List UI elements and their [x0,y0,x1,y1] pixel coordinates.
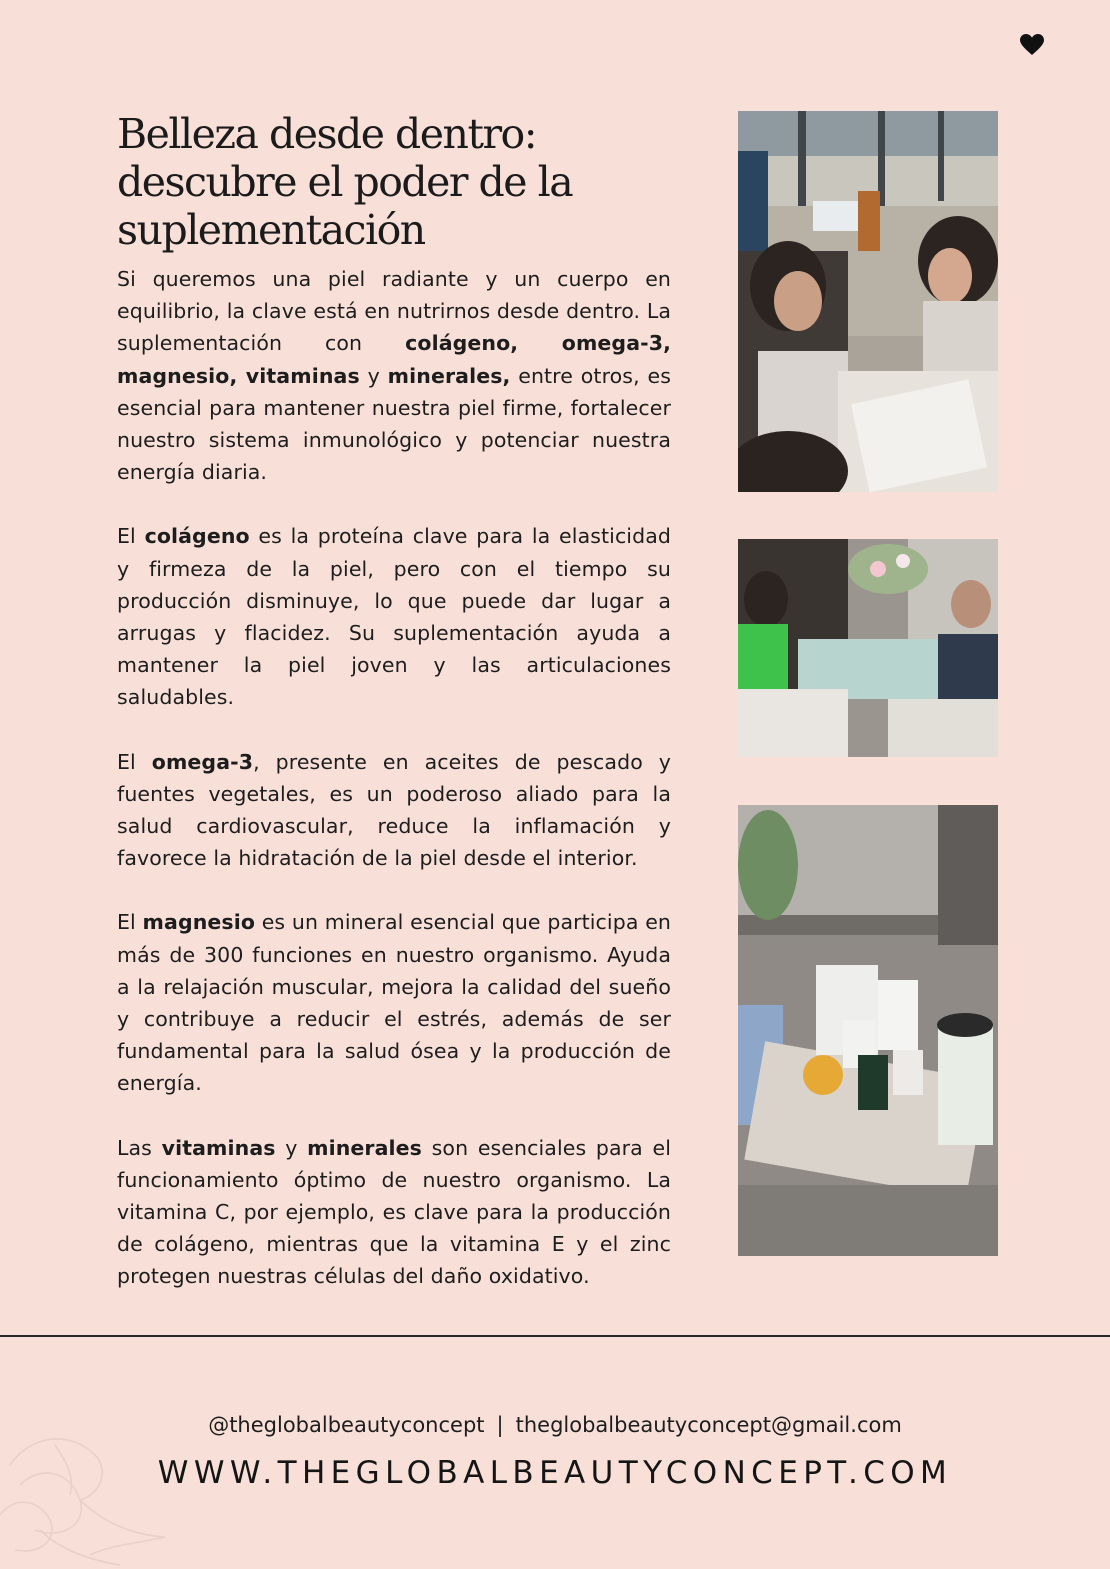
text-run: es un mineral esencial que participa en más de 300 funciones en nuestro organismo. Ayuda a la relajación muscular, mejora la calidad del sueño y contribuye a reducir el estrés, además de ser fundamental para la salud ósea y la producción de energía. [117,910,671,1096]
text-run: Las [117,1135,162,1160]
peony-outline-icon [0,1425,175,1569]
text-run: y [359,363,388,388]
text-run: entre otros, es esencial para mantener nuestra piel firme, fortalecer nuestro sistema inmunológico y potenciar nuestra energía diaria. [117,363,672,485]
text-run: El [117,524,145,549]
instagram-handle[interactable]: @theglobalbeautyconcept [208,1413,485,1437]
website-link[interactable]: WWW.THEGLOBALBEAUTYCONCEPT.COM [157,1455,953,1491]
emphasis-term: omega-3 [151,749,254,774]
text-run: son esenciales para el funcionamiento óptimo de nuestro organismo. La vitamina C, por ejemplo, es clave para la producción de colágeno, mientras que la vitamina E y el zinc protegen nuestras células del daño oxidativo. [117,1135,672,1289]
emphasis-term: minerales [307,1135,422,1160]
emphasis-term: magnesio [142,910,256,935]
emphasis-term: vitaminas [161,1135,276,1160]
emphasis-term: colágeno, omega-3, magnesio, vitaminas [117,331,671,388]
paragraph-2 [117,520,671,713]
photo-supplements-tray [738,805,998,1256]
photo-consultation-table [738,539,998,757]
text-run: El [117,749,152,774]
text-run: y [275,1135,308,1160]
text-run: El [117,910,143,935]
footer-contact [0,1413,1110,1437]
paragraph-1 [117,263,671,488]
page-title: Belleza desde dentro: descubre el poder de la suplementación [117,110,573,254]
paragraph-4 [117,906,671,1099]
contact-separator: | [496,1413,504,1437]
photo-consultation-terrace [738,111,998,492]
heart-icon [1020,34,1044,56]
paragraph-3 [117,746,671,875]
text-run: es la proteína clave para la elasticidad y firmeza de la piel, pero con el tiempo su producción disminuye, lo que puede dar lugar a arrugas y flacidez. Su suplementación ayuda a mantener la piel joven y las articulaciones saludables. [117,524,671,710]
emphasis-term: colágeno [144,524,250,549]
emphasis-term: minerales, [387,363,511,388]
article-body [117,263,671,1325]
footer-divider [0,1335,1110,1337]
paragraph-5 [117,1132,671,1293]
email-link[interactable]: theglobalbeautyconcept@gmail.com [515,1413,902,1437]
text-run: Si queremos una piel radiante y un cuerpo en equilibrio, la clave está en nutrirnos desde dentro. La suplementación con [117,267,671,356]
text-run: , presente en aceites de pescado y fuentes vegetales, es un poderoso aliado para la salud cardiovascular, reduce la inflamación y favorece la hidratación de la piel desde el interior. [117,749,671,871]
